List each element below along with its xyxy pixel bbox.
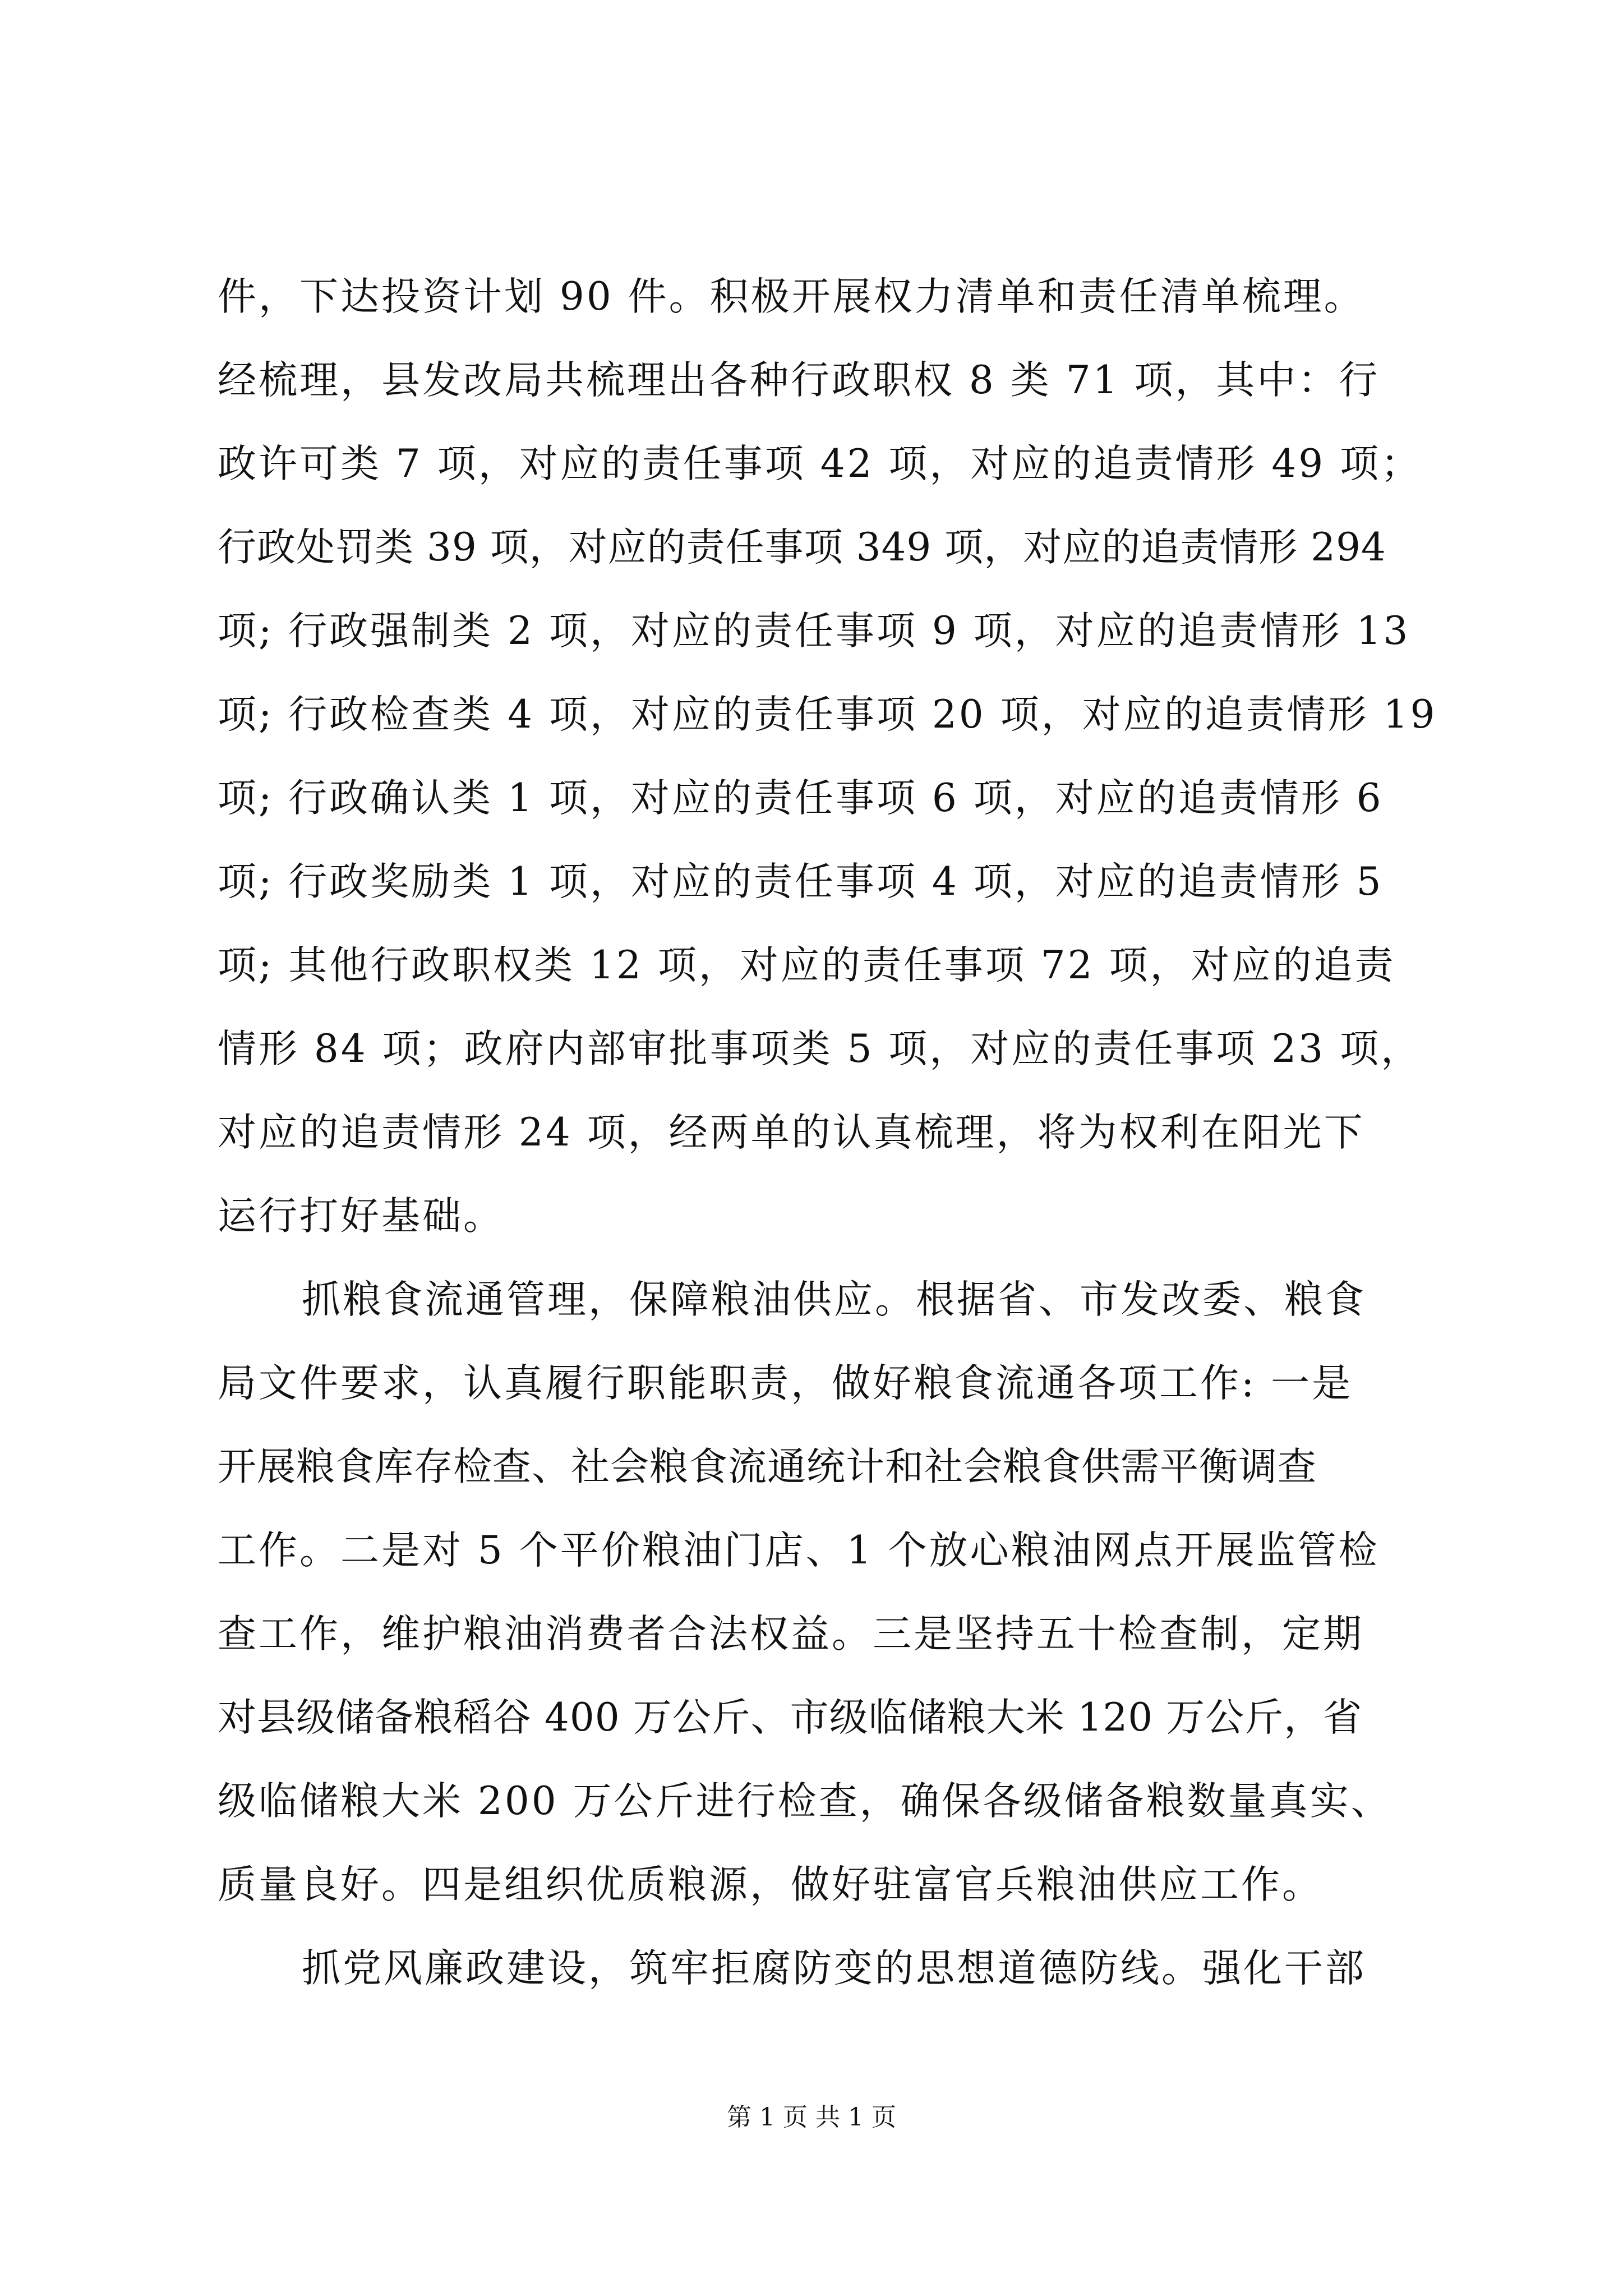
text-line: 对应的追责情形 24 项，经两单的认真梳理，将为权利在阳光下 — [218, 1110, 1365, 1155]
text-line: 级临储粮大米 200 万公斤进行检查，确保各级储备粮数量真实、 — [218, 1779, 1392, 1824]
text-line: 对县级储备粮稻谷 400 万公斤、市级临储粮大米 120 万公斤，省 — [218, 1695, 1363, 1740]
text-line: 件，下达投资计划 90 件。积极开展权力清单和责任清单梳理。 — [218, 274, 1365, 319]
text-line: 局文件要求，认真履行职能职责，做好粮食流通各项工作: 一是 — [218, 1361, 1353, 1406]
text-line: 经梳理，县发改局共梳理出各种行政职权 8 类 71 项，其中：行 — [218, 358, 1380, 403]
page-footer — [0, 2101, 1623, 2134]
text-line: 运行打好基础。 — [218, 1194, 504, 1239]
text-line: 行政处罚类 39 项，对应的责任事项 349 项，对应的追责情形 294 — [218, 525, 1386, 570]
text-line: 项; 行政确认类 1 项，对应的责任事项 6 项，对应的追责情形 6 — [218, 776, 1384, 821]
text-line: 情形 84 项；政府内部审批事项类 5 项，对应的责任事项 23 项， — [218, 1027, 1422, 1071]
text-line: 项; 其他行政职权类 12 项，对应的责任事项 72 项，对应的追责 — [218, 943, 1396, 988]
text-line: 项; 行政奖励类 1 项，对应的责任事项 4 项，对应的追责情形 5 — [218, 859, 1384, 904]
paragraph-first-line: 抓粮食流通管理，保障粮油供应。根据省、市发改委、粮食 — [302, 1277, 1366, 1322]
text-line: 项; 行政强制类 2 项，对应的责任事项 9 项，对应的追责情形 13 — [218, 609, 1410, 654]
text-line: 查工作，维护粮油消费者合法权益。三是坚持五十检查制，定期 — [218, 1612, 1364, 1657]
text-line: 项; 行政检查类 4 项，对应的责任事项 20 项，对应的追责情形 19 — [218, 692, 1437, 737]
page-number: 第 1 页 共 1 页 — [727, 2103, 896, 2132]
document-body — [218, 255, 1437, 2010]
text-line: 质量良好。四是组织优质粮源，做好驻富官兵粮油供应工作。 — [218, 1862, 1323, 1907]
text-line: 开展粮食库存检查、社会粮食流通统计和社会粮食供需平衡调查 — [218, 1444, 1317, 1489]
text-line: 工作。二是对 5 个平价粮油门店、1 个放心粮油网点开展监管检 — [218, 1528, 1380, 1573]
text-line: 政许可类 7 项，对应的责任事项 42 项，对应的追责情形 49 项； — [218, 441, 1422, 486]
paragraph-first-line: 抓党风廉政建设，筑牢拒腐防变的思想道德防线。强化干部 — [302, 1946, 1366, 1991]
